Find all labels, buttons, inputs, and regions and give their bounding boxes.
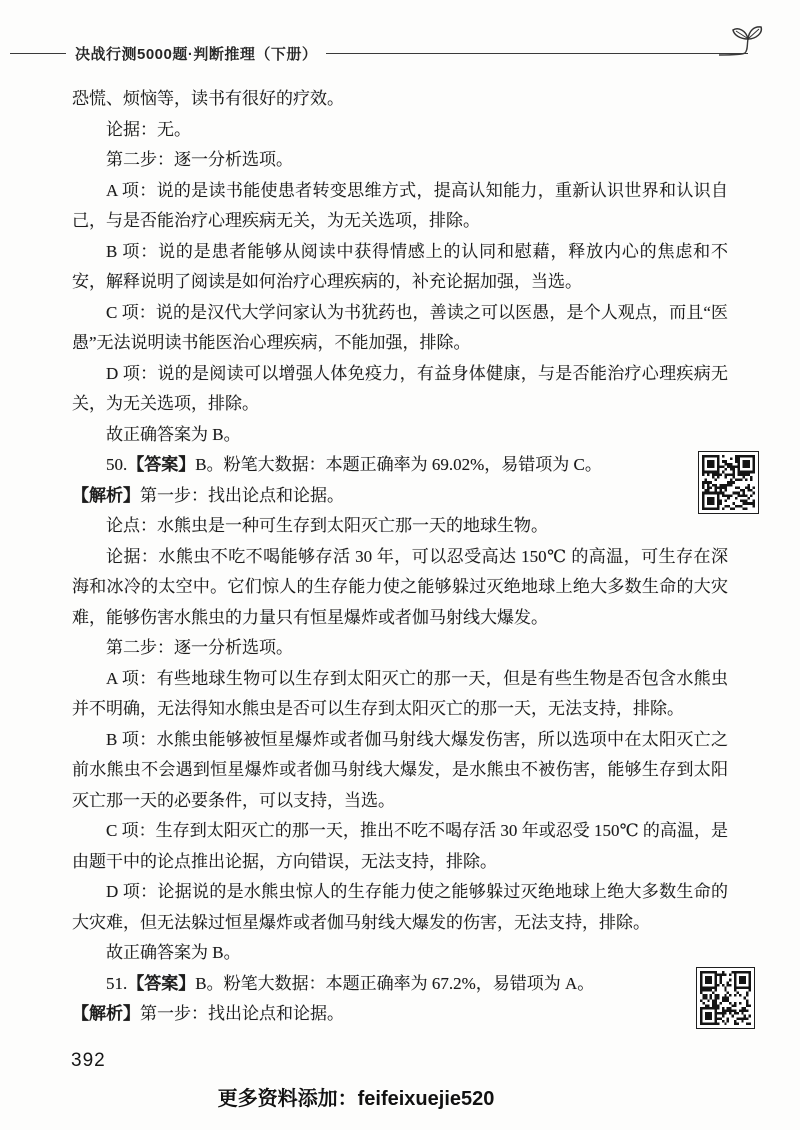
header-rule-right xyxy=(326,53,748,54)
paragraph-conclusion: 故正确答案为 B。 xyxy=(106,943,241,962)
paragraph-continuation: 恐慌、烦恼等，读书有很好的疗效。 xyxy=(72,89,344,108)
paragraph: 第二步：逐一分析选项。 xyxy=(106,150,293,169)
analysis-line-51 xyxy=(72,999,728,1030)
promo-watermark: 更多资料添加：feifeixuejie520 xyxy=(217,1088,495,1110)
paragraph: 论据：无。 xyxy=(106,119,191,139)
answer-text: B。粉笔大数据：本题正确率为 69.02%，易错项为 C。 xyxy=(195,455,602,474)
qr-code xyxy=(698,451,759,514)
qr-code xyxy=(696,967,755,1029)
paragraph-evidence: 论据：水熊虫不吃不喝能够存活 30 年，可以忍受高达 150℃ 的高温，可生存在深海和冰冷的太空中。它们惊人的生存能力使之能够躲过灭绝地球上绝大多数生命的大灾难，能够伤害水熊虫的力量只有恒星爆炸或者伽马射线大爆发。 xyxy=(72,546,728,627)
paragraph-option-a: A 项：有些地球生物可以生存到太阳灭亡的那一天，但是有些生物是否包含水熊虫并不明确，无法得知水熊虫是否可以生存到太阳灭亡的那一天，无法支持，排除。 xyxy=(72,668,728,718)
answer-label: 【答案】 xyxy=(127,455,196,474)
paragraph-option-b: B 项：水熊虫能够被恒星爆炸或者伽马射线大爆发伤害，所以选项中在太阳灭亡之前水熊虫不会遇到恒星爆炸或者伽马射线大爆发，是水熊虫不被伤害，能够生存到太阳灭亡那一天的必要条件，可以支持，当选。 xyxy=(72,729,728,810)
paragraph-option-c: C 项：说的是汉代大学问家认为书犹药也，善读之可以医愚，是个人观点，而且“医愚”无法说明读书能医治心理疾病，不能加强，排除。 xyxy=(72,302,728,352)
page-header xyxy=(10,44,748,62)
analysis-line-50 xyxy=(72,481,728,512)
page-number: 392 xyxy=(71,1050,106,1071)
analysis-label: 【解析】 xyxy=(72,485,140,505)
answer-text: B。粉笔大数据：本题正确率为 67.2%，易错项为 A。 xyxy=(195,973,595,993)
paragraph-option-b: B 项：说的是患者能够从阅读中获得情感上的认同和慰藉，释放内心的焦虑和不安，解释说明了阅读是如何治疗心理疾病的，补充论据加强，当选。 xyxy=(72,241,728,291)
question-number: 50. xyxy=(106,455,128,474)
answer-label: 【答案】 xyxy=(127,973,196,993)
paragraph-thesis: 论点：水熊虫是一种可生存到太阳灭亡那一天的地球生物。 xyxy=(106,516,548,535)
header-rule-left xyxy=(10,53,66,54)
paragraph: 第二步：逐一分析选项。 xyxy=(106,638,293,657)
paragraph-conclusion: 故正确答案为 B。 xyxy=(106,424,241,444)
paragraph-option-d: D 项：说的是阅读可以增强人体免疫力，有益身体健康，与是否能治疗心理疾病无关，为无关选项，排除。 xyxy=(72,363,728,413)
answer-explanations xyxy=(72,84,728,1030)
analysis-text: 第一步：找出论点和论据。 xyxy=(140,1004,344,1023)
answer-line-51 xyxy=(72,969,728,1000)
sprout-icon xyxy=(718,20,770,58)
question-number: 51. xyxy=(106,973,128,993)
paragraph-option-a: A 项：说的是读书能使患者转变思维方式，提高认知能力，重新认识世界和认识自己，与是否能治疗心理疾病无关，为无关选项，排除。 xyxy=(72,180,728,230)
answer-line-50 xyxy=(72,450,728,481)
analysis-label: 【解析】 xyxy=(72,1004,140,1023)
paragraph-option-d: D 项：论据说的是水熊虫惊人的生存能力使之能够躲过灭绝地球上绝大多数生命的大灾难，但无法躲过恒星爆炸或者伽马射线大爆发的伤害，无法支持，排除。 xyxy=(72,882,728,932)
paragraph-option-c: C 项：生存到太阳灭亡的那一天，推出不吃不喝存活 30 年或忍受 150℃ 的高温，是由题干中的论点推出论据，方向错误，无法支持，排除。 xyxy=(72,821,728,871)
page-title: 决战行测5000题·判断推理（下册） xyxy=(75,45,318,63)
analysis-text: 第一步：找出论点和论据。 xyxy=(140,485,344,505)
